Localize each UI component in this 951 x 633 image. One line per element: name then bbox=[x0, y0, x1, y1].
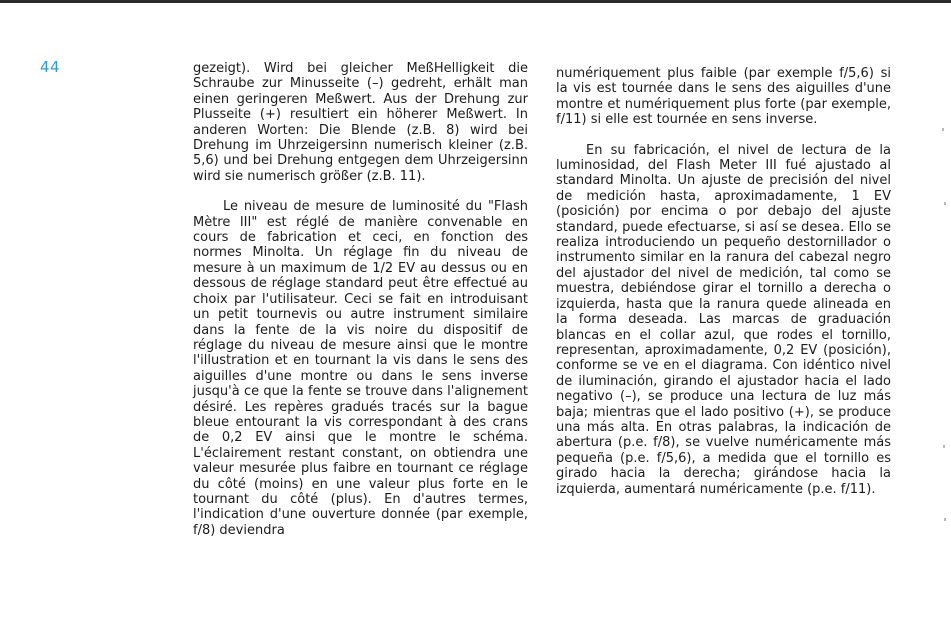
german-paragraph: gezeigt). Wird bei gleicher MeßHelligkeit die Schraube zur Minusseite (–) gedreht, erhält man einen geringeren Meßwert. Aus der Drehung zur Plusseite (+) resultiert ein höherer Meßwert. In anderen Worten: Die Blende (z.B. 8) wird bei Drehung im Uhrzeigersinn numerisch kleiner (z.B. 5,6) und bei Drehung entgegen dem Uhrzeigersinn wird sie numerisch größer (z.B. 11). bbox=[193, 61, 528, 184]
scan-speck bbox=[943, 445, 945, 448]
page-number: 44 bbox=[40, 58, 61, 76]
french-paragraph: Le niveau de mesure de luminosité du "Flash Mètre III" est réglé de manière convenable en cours de fabrication et ceci, en fonction des normes Minolta. Un réglage fin du niveau de mesure à un maximum de 1/2 EV au dessus ou en dessous de réglage standard peut être effectué au choix par l'utilisateur. Ceci se fait en introduisant un petit tournevis ou autre instrument similaire dans la fente de la vis noire du dispositif de réglage du niveau de mesure ainsi que le montre l'illustration et en tournant la vis dans le sens des aiguilles d'une montre ou dans le sens inverse jusqu'à ce que la fente se trouve dans l'alignement désiré. Les repères gradués tracés sur la bague bleue entourant la vis correspondant à des crans de 0,2 EV ainsi que le montre le schéma. L'éclairement restant constant, on obtiendra une valeur mesurée plus faibre en tournant ce réglage du côté (moins) en une valeur plus forte en le tournant du côté (plus). En d'autres termes, l'indication d'une ouverture donnée (par exemple, f/8) deviendra bbox=[193, 199, 528, 538]
french-continuation-paragraph: numériquement plus faible (par exemple f/5,6) si la vis est tournée dans le sens des aiguilles d'une montre et numériquement plus forte (par exemple, f/11) si elle est tournée en sens inverse. bbox=[556, 66, 891, 128]
scan-speck bbox=[944, 518, 946, 521]
scan-speck bbox=[942, 128, 944, 131]
top-border-line bbox=[0, 0, 951, 3]
spanish-paragraph: En su fabricación, el nivel de lectura de la luminosidad, del Flash Meter III fué ajustado al standard Minolta. Un ajuste de precisión del nivel de medición hasta, aproximadamente, 1 EV (posición) por encima o por debajo del ajuste standard, puede efectuarse, si así se desea. Ello se realiza introduciendo un pequeño destornillador o instrumento similar en la ranura del cabezal negro del ajustador del nivel de medición, tal como se muestra, debiéndose girar el tornillo a derecha o izquierda, hasta que la ranura quede alineada en la forma deseada. Las marcas de graduación blancas en el collar azul, que rodes el tornillo, representan, aproximadamente, 0,2 EV (posición), conforme se ve en el diagrama. Con idéntico nivel de iluminación, girando el ajustador hacia el lado negativo (–), se produce una lectura de luz más baja; mientras que el lado positivo (+), se produce una más alta. En otras palabras, la indicación de abertura (p.e. f/8), se vuelve numéricamente más pequeña (p.e. f/5,6), a medida que el tornillo es girado hacia la derecha; girándose hacia la izquierda, aumentará numéricamente (p.e. f/11). bbox=[556, 142, 891, 497]
right-column bbox=[556, 66, 891, 497]
left-column bbox=[193, 61, 528, 538]
scan-speck bbox=[944, 202, 946, 205]
